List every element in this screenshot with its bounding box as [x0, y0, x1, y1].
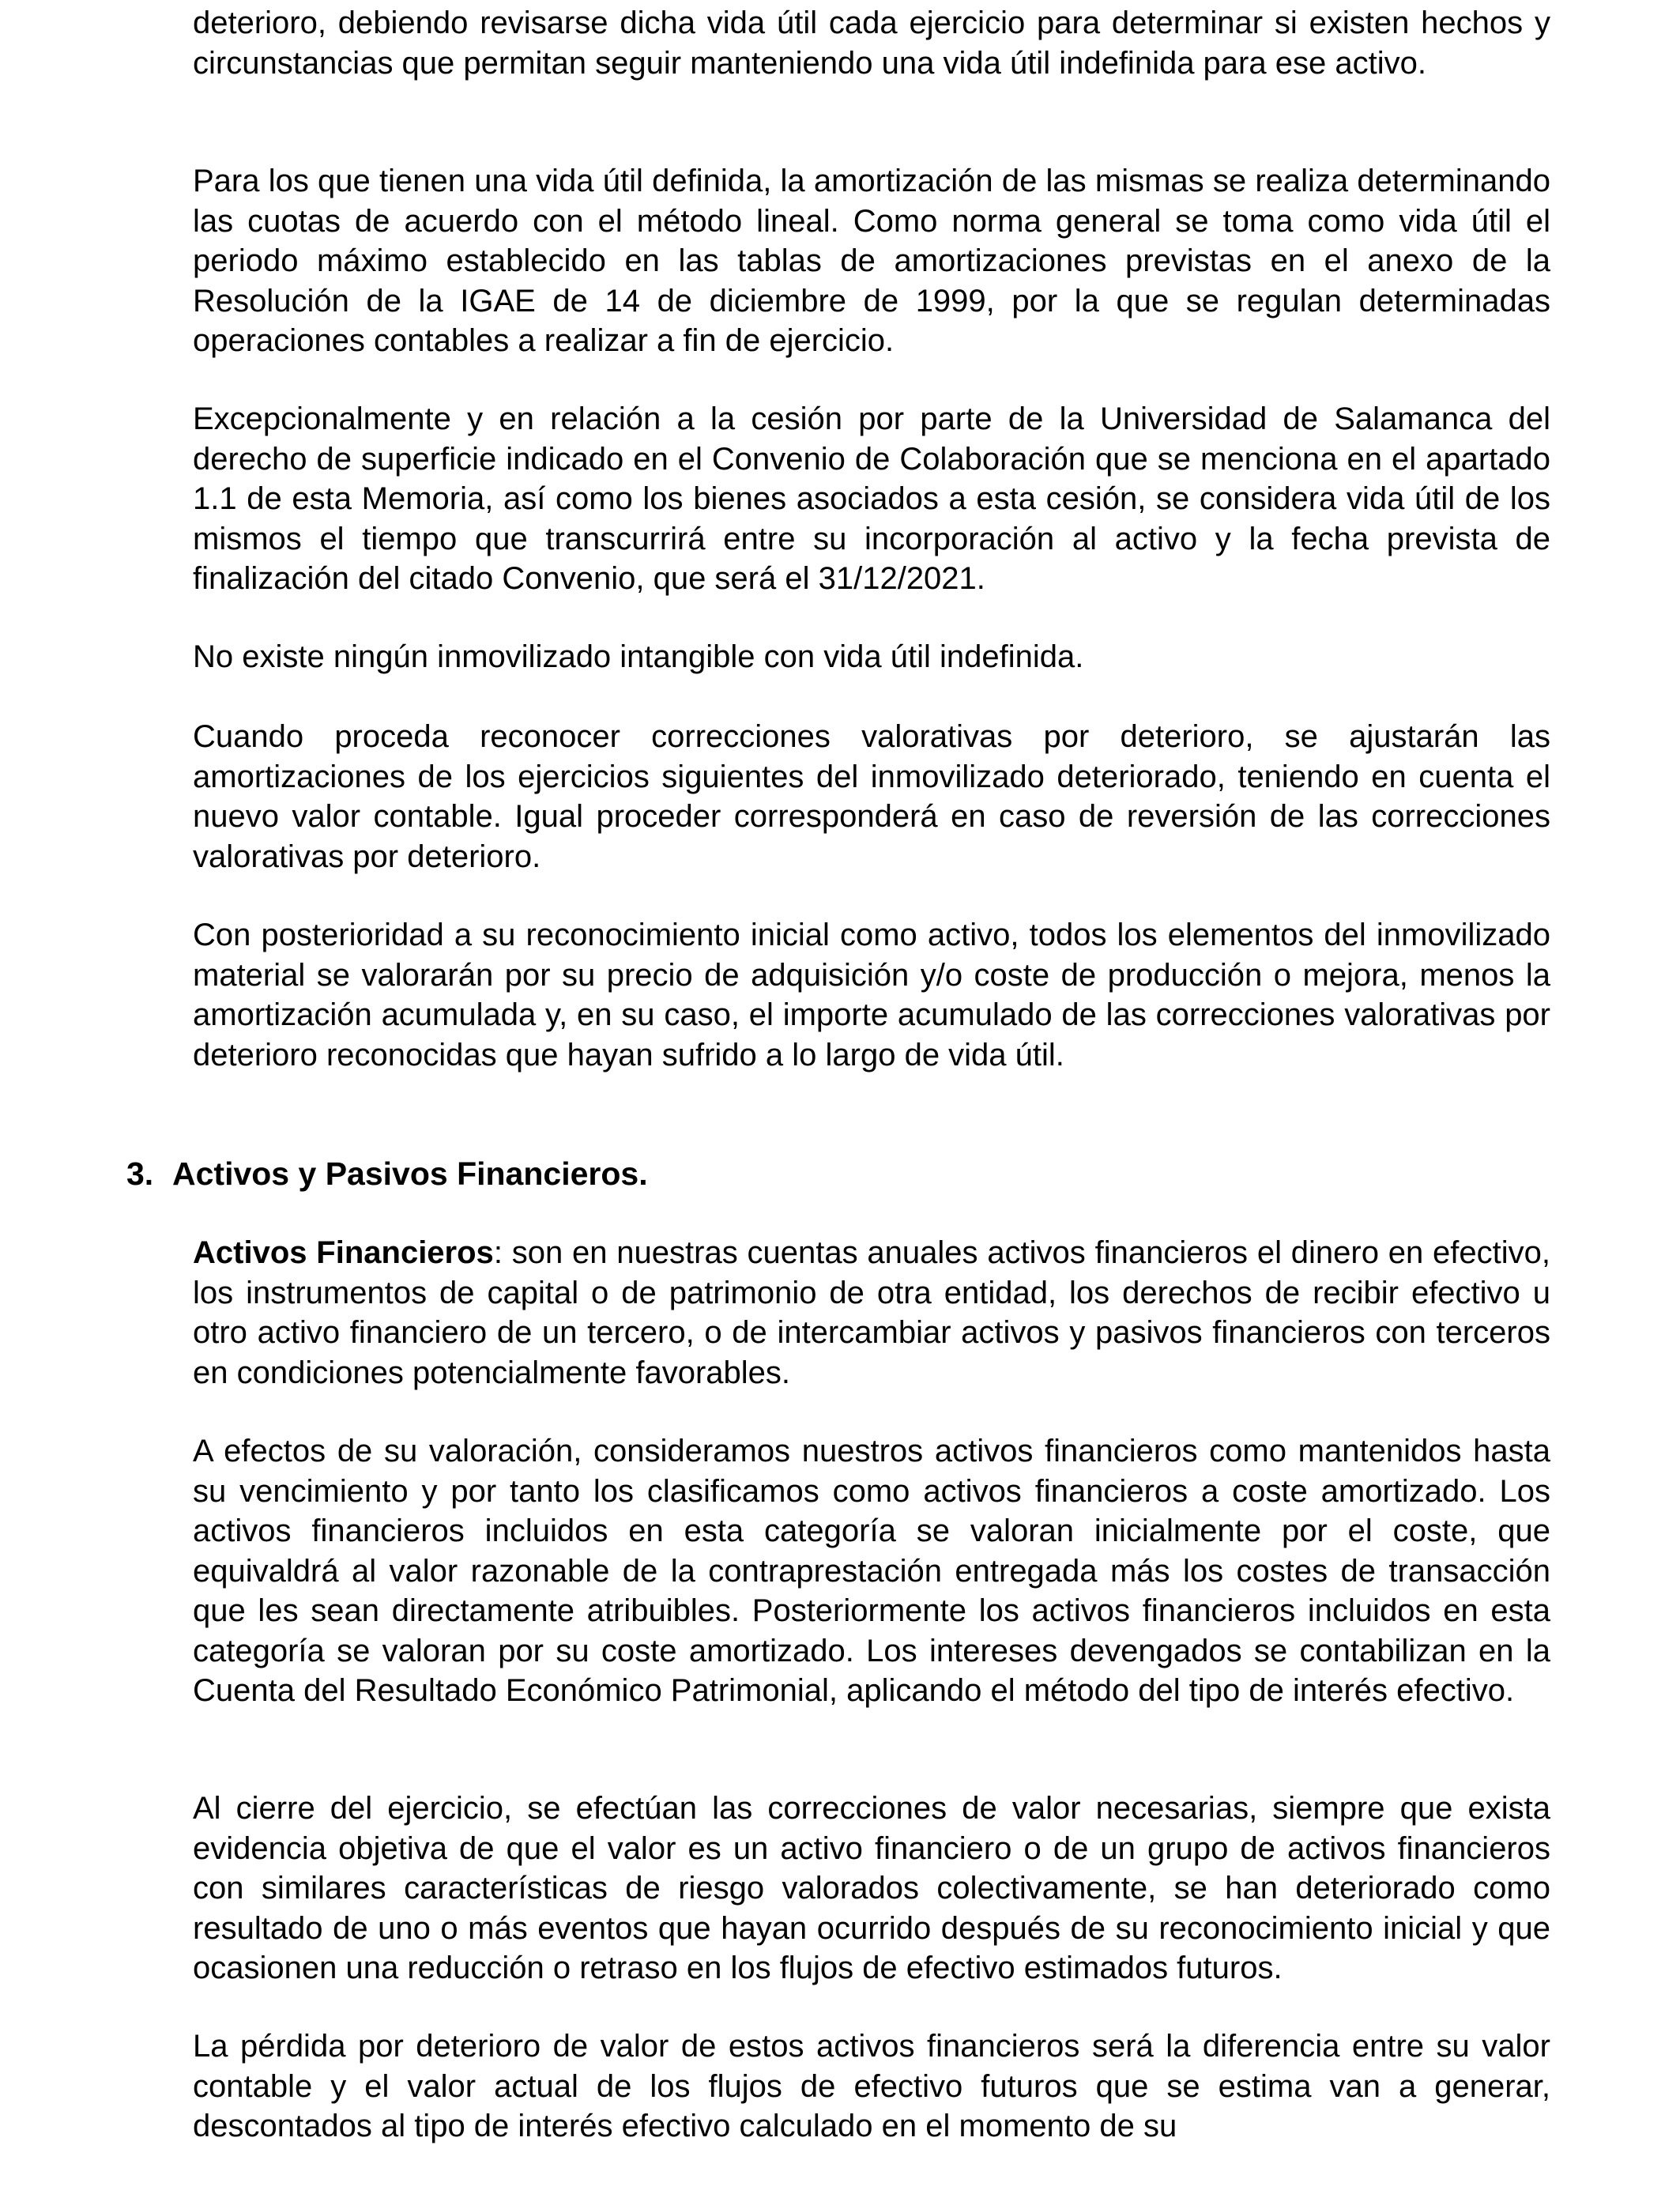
definition-activos-financieros: : son en nuestras cuentas anuales activos financieros el dinero en efectivo, los instrumentos de capital o de patrimonio de otra entidad, los derechos de recibir efectivo u otro activo financiero de un tercero, o de intercambiar activos y pasivos financieros con terceros en condiciones potencialmente favorables.	[193, 1235, 1551, 1390]
term-activos-financieros: Activos Financieros	[193, 1235, 494, 1270]
paragraph-no-existe-intangible: No existe ningún inmovilizado intangible con vida útil indefinida.	[193, 639, 1084, 674]
paragraph-reconocimiento-inicial: Con posterioridad a su reconocimiento inicial como activo, todos los elementos del inmovilizado material se valorarán por su precio de adquisición y/o coste de producción o mejora, menos la amortización acumulada y, en su caso, el importe acumulado de las correcciones valorativas por deterioro reconocidas que hayan sufrido a lo largo de vida útil.	[193, 918, 1550, 1072]
section-title: Activos y Pasivos Financieros.	[172, 1155, 648, 1192]
paragraph-valoracion-activos: A efectos de su valoración, consideramos nuestros activos financieros como mantenidos hasta su vencimiento y por tanto los clasificamos como activos financieros a coste amortizado. Los activos financieros incluidos en esta categoría se valoran inicialmente por el coste, que equivaldrá al valor razonable de la contraprestación entregada más los costes de transacción que les sean directamente atribuibles. Posteriormente los activos financieros incluidos en esta categoría se valoran por su coste amortizado. Los intereses devengados se contabilizan en la Cuenta del Resultado Económico Patrimonial, aplicando el método del tipo de interés efectivo.	[193, 1434, 1550, 1708]
paragraph-vida-util-definida: Para los que tienen una vida útil definida, la amortización de las mismas se realiza determinando las cuotas de acuerdo con el método lineal. Como norma general se toma como vida útil el periodo máximo establecido en las tablas de amortizaciones previstas en el anexo de la Resolución de la IGAE de 14 de diciembre de 1999, por la que se regulan determinadas operaciones contables a realizar a fin de ejercicio.	[193, 164, 1550, 358]
paragraph-perdida-deterioro: La pérdida por deterioro de valor de estos activos financieros será la diferencia entre su valor contable y el valor actual de los flujos de efectivo futuros que se estima van a generar, descontados al tipo de interés efectivo calculado en el momento de su	[193, 2029, 1550, 2143]
paragraph-cesion-universidad: Excepcionalmente y en relación a la cesión por parte de la Universidad de Salamanca del derecho de superficie indicado en el Convenio de Colaboración que se menciona en el apartado 1.1 de esta Memoria, así como los bienes asociados a esta cesión, se considera vida útil de los mismos el tiempo que transcurrirá entre su incorporación al activo y la fecha prevista de finalización del citado Convenio, que será el 31/12/2021.	[193, 401, 1550, 596]
paragraph-vida-util-indefinida: deterioro, debiendo revisarse dicha vida útil cada ejercicio para determinar si existen hechos y circunstancias que permitan seguir manteniendo una vida útil indefinida para ese activo.	[193, 6, 1550, 81]
paragraph-cierre-ejercicio: Al cierre del ejercicio, se efectúan las correcciones de valor necesarias, siempre que exista evidencia objetiva de que el valor es un activo financiero o de un grupo de activos financieros con similares características de riesgo valorados colectivamente, se han deteriorado como resultado de uno o más eventos que hayan ocurrido después de su reconocimiento inicial y que ocasionen una reducción o retraso en los flujos de efectivo estimados futuros.	[193, 1791, 1550, 1985]
section-number: 3.	[126, 1155, 154, 1192]
paragraph-correcciones-valorativas: Cuando proceda reconocer correcciones valorativas por deterioro, se ajustarán las amortizaciones de los ejercicios siguientes del inmovilizado deteriorado, teniendo en cuenta el nuevo valor contable. Igual proceder corresponderá en caso de reversión de las correcciones valorativas por deterioro.	[193, 719, 1550, 874]
paragraph-activos-financieros	[193, 1233, 1550, 1393]
section-heading	[126, 1154, 648, 1193]
